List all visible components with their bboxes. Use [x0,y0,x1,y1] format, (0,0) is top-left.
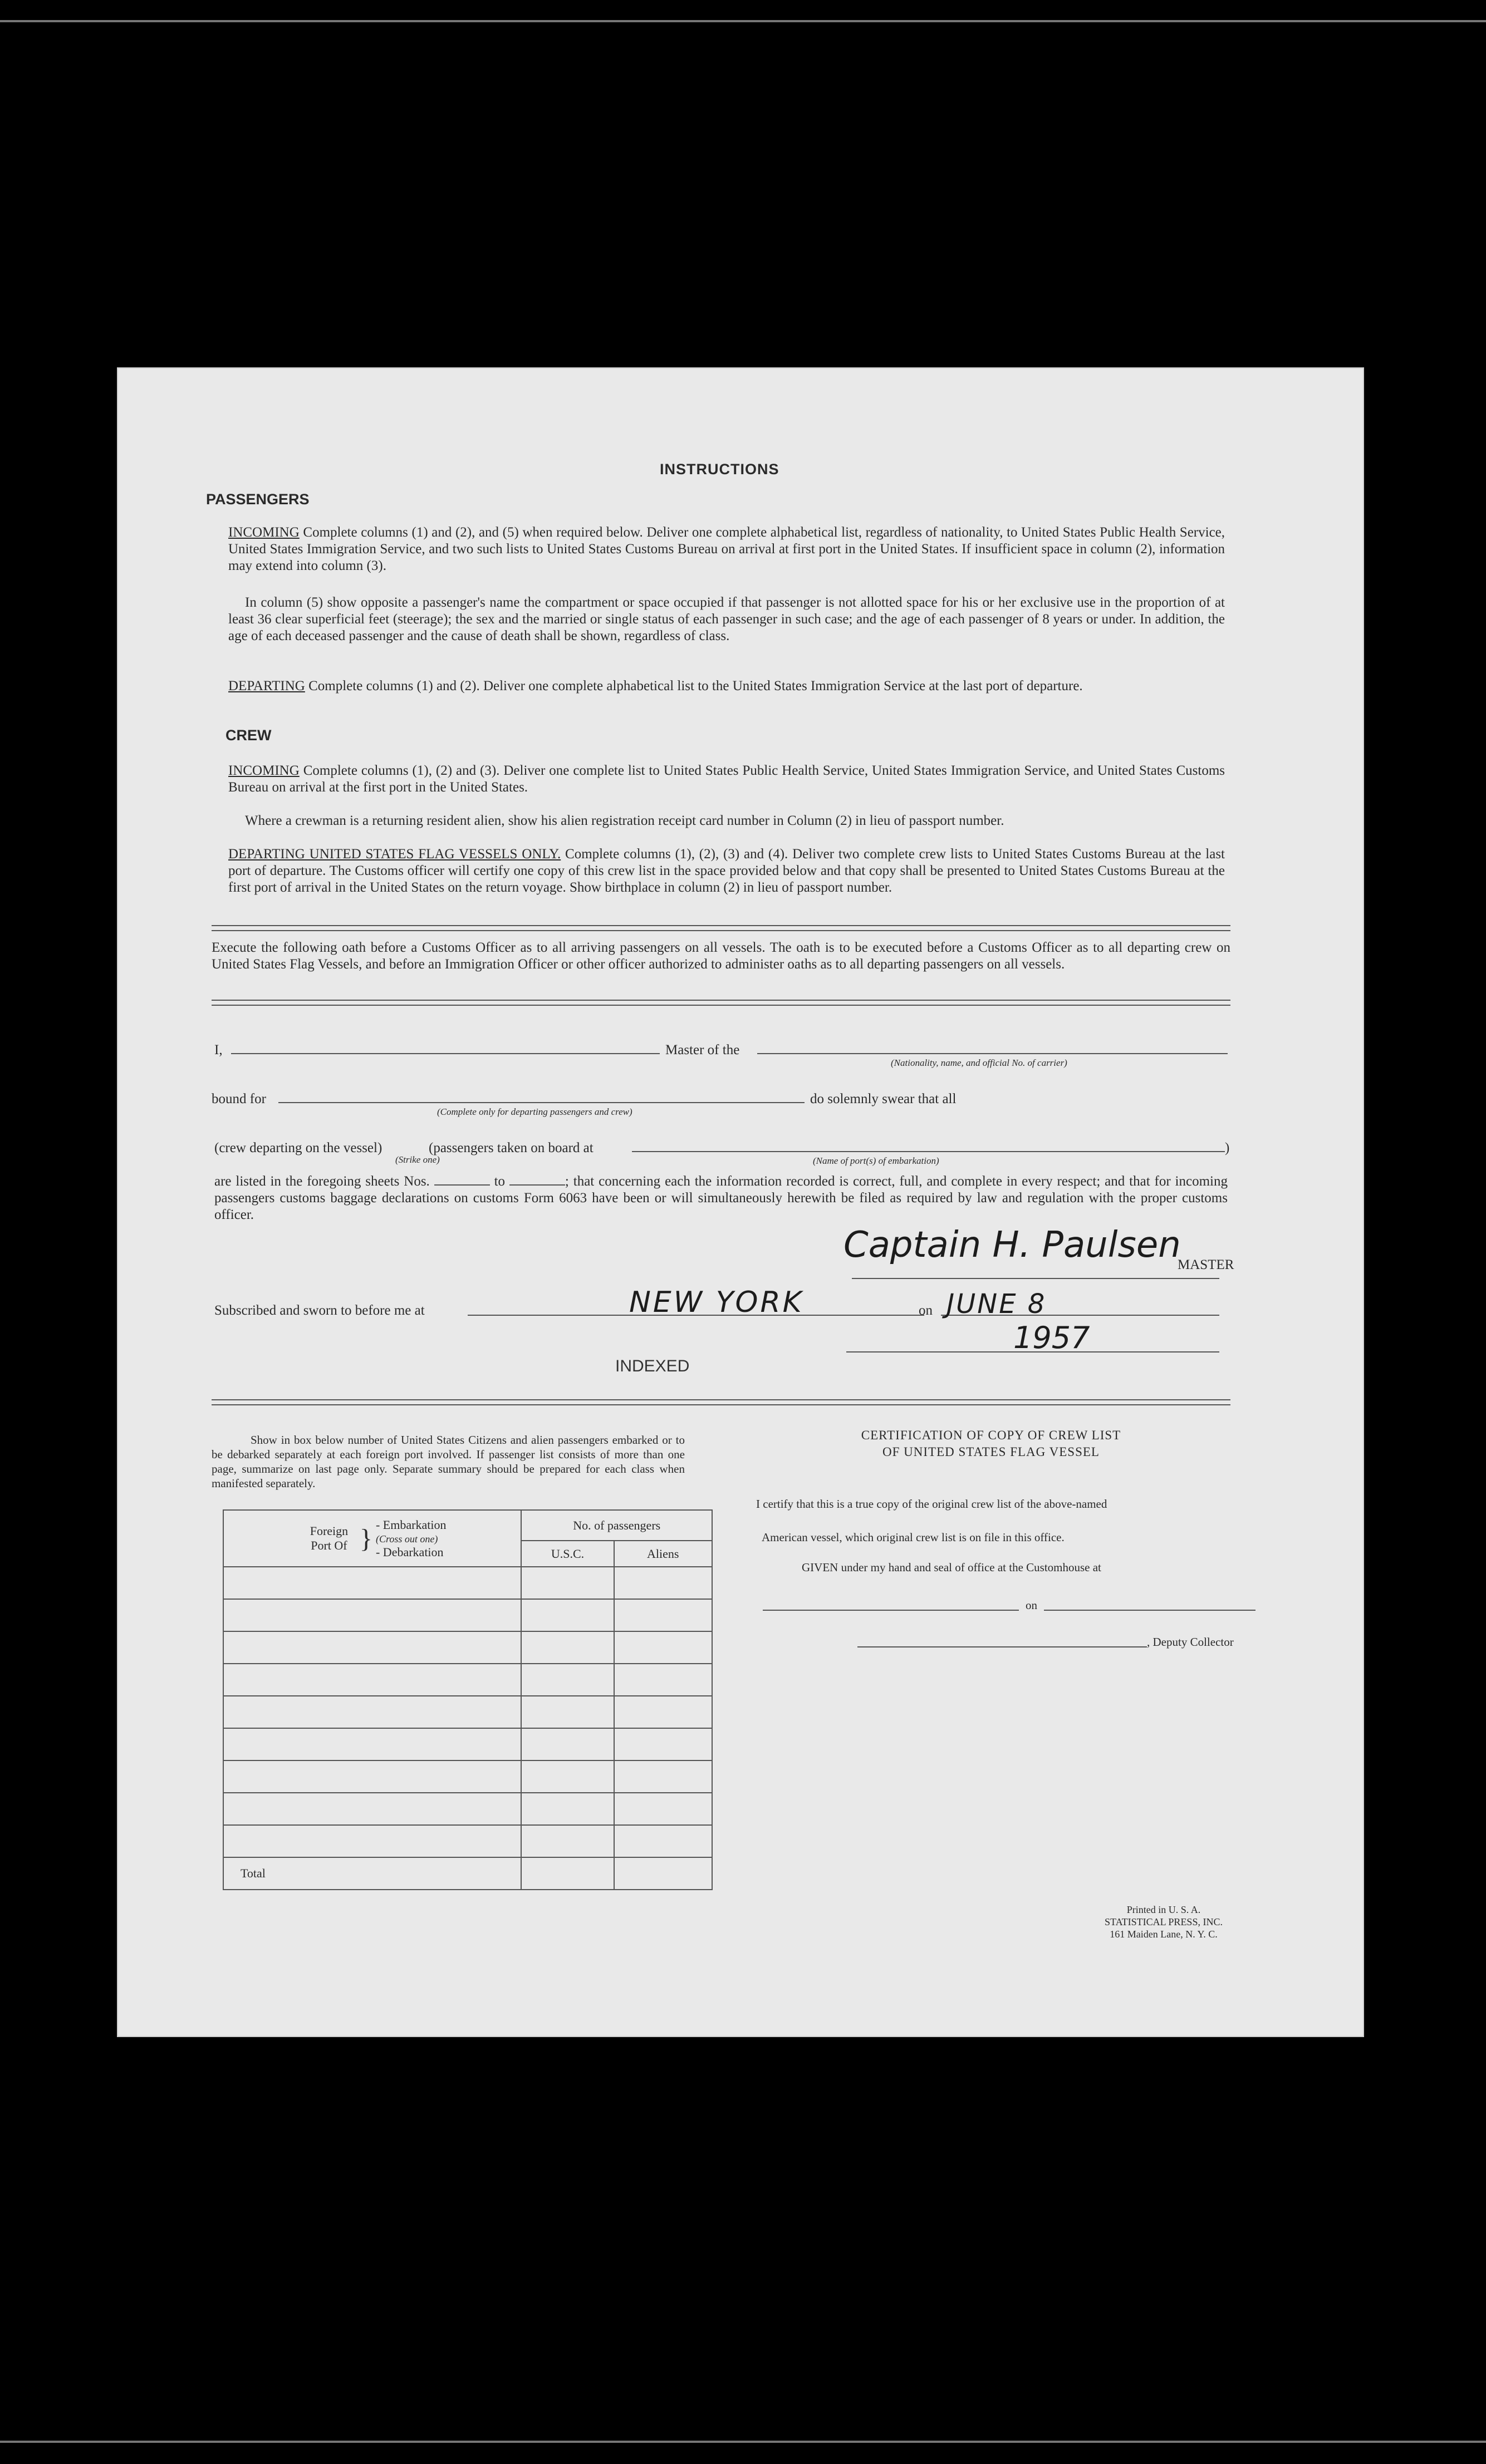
crew-departing-option: (crew departing on the vessel) [214,1140,382,1155]
total-usc-cell[interactable] [521,1857,614,1890]
no-of-passengers-header: No. of passengers [521,1510,712,1541]
table-cell[interactable] [223,1825,521,1857]
indexed-stamp: INDEXED [615,1357,690,1375]
table-cell[interactable] [223,1760,521,1793]
passengers-incoming-paragraph [228,524,1225,574]
ports-caption: (Name of port(s) of embarkation) [813,1155,939,1166]
table-cell[interactable] [521,1567,614,1599]
cross-out-caption: (Cross out one) [375,1533,438,1545]
certify-text: I certify that this is a true copy of the original crew list of the above-named [756,1497,1107,1511]
passengers-heading: PASSENGERS [206,491,310,508]
debarkation-label: - Debarkation [375,1545,444,1559]
strike-one-caption: (Strike one) [395,1154,440,1165]
table-cell[interactable] [614,1599,712,1631]
table-cell[interactable] [521,1599,614,1631]
close-paren: ) [1225,1140,1230,1155]
complete-only-caption: (Complete only for departing passengers and crew) [437,1106,632,1117]
table-cell[interactable] [614,1664,712,1696]
table-cell[interactable] [614,1760,712,1793]
crew-departing-text: Complete columns (1), (2), (3) and (4). Deliver two complete crew lists to United States Customs Bureau at the last port of departure. The Customs officer will certify one copy of this crew list in the space provided below and that copy shall be presented to United States Customs Bureau at the first port of arrival in the United States on the return voyage. Show birthplace in column (2) in lieu of passport number. [228,847,1225,895]
certification-title [807,1427,1175,1460]
table-row [223,1728,712,1760]
table-cell[interactable] [614,1793,712,1825]
handwritten-place: NEW YORK [629,1286,804,1319]
passengers-column5-paragraph: In column (5) show opposite a passenger's name the compartment or space occupied if that passenger is not allotted space for his or her exclusive use in the proportion of at least 36 clear superficial feet (steerage); the sex and the married or single status of each passenger in such case; and the age of each passenger of 8 years or under. In addition, the age of each deceased passenger and the cause of death shall be shown, regardless of class. [228,595,1225,643]
oath-intro: Execute the following oath before a Customs Officer as to all arriving passengers on all vessels. The oath is to be executed before a Customs Officer as to all departing crew on United States Flag Vessels, and before an Immigration Officer or other officer authorized to administer oaths as to all departing passengers on all vessels. [212,940,1230,972]
passengers-departing-paragraph [228,678,1225,695]
table-cell[interactable] [223,1631,521,1664]
summary-instructions: Show in box below number of United States Citizens and alien passengers embarked or to be debarked separately at each foreign port involved. If passenger list consists of more than one page, summarize on last page only. Separate summary should be prepared for each class when manifested separately. [212,1433,685,1490]
passengers-departing-text: Complete columns (1) and (2). Deliver one complete alphabetical list to the United States Immigration Service at the last port of departure. [308,678,1083,694]
oath-body [214,1173,1228,1223]
table-cell[interactable] [614,1631,712,1664]
table-row [223,1631,712,1664]
certification-title-line1: CERTIFICATION OF COPY OF CREW LIST [861,1428,1121,1442]
nationality-caption: (Nationality, name, and official No. of carrier) [891,1058,1067,1068]
crew-departing-paragraph [228,846,1225,896]
total-aliens-cell[interactable] [614,1857,712,1890]
certification-title-line2: OF UNITED STATES FLAG VESSEL [882,1445,1100,1459]
vessel-text: American vessel, which original crew list is on file in this office. [762,1531,1065,1544]
table-cell[interactable] [223,1793,521,1825]
table-cell[interactable] [614,1728,712,1760]
sheet-to-field[interactable] [509,1184,565,1186]
table-cell[interactable] [223,1696,521,1728]
printer-line3: 161 Maiden Lane, N. Y. C. [1110,1929,1218,1940]
master-name-field[interactable] [231,1053,660,1054]
table-cell[interactable] [223,1664,521,1696]
passenger-summary-table [223,1509,713,1890]
table-cell[interactable] [223,1728,521,1760]
table-cell[interactable] [521,1631,614,1664]
crew-incoming-label: INCOMING [228,763,300,778]
table-cell[interactable] [521,1728,614,1760]
passengers-taken-option: (passengers taken on board at [429,1140,594,1155]
listed-text: are listed in the foregoing sheets Nos. [214,1174,430,1189]
swear-text: do solemnly swear that all [810,1091,957,1106]
deputy-collector-label: , Deputy Collector [1147,1635,1234,1649]
subscribed-label: Subscribed and sworn to before me at [214,1303,425,1318]
bound-for-field[interactable] [278,1102,805,1103]
brace-glyph: } [359,1523,372,1553]
usc-header: U.S.C. [521,1541,614,1567]
table-cell[interactable] [521,1825,614,1857]
master-of-label: Master of the [665,1042,740,1058]
crew-heading: CREW [225,727,272,744]
total-label: Total [223,1857,521,1890]
given-text: GIVEN under my hand and seal of office at the Customhouse at [802,1561,1101,1574]
deputy-collector-field[interactable] [857,1646,1147,1647]
scan-edge-bottom [0,2441,1486,2443]
table-row [223,1599,712,1631]
crew-incoming-paragraph [228,763,1225,796]
master-signature: Captain H. Paulsen [843,1224,1181,1266]
to-label: to [494,1174,506,1189]
table-row [223,1760,712,1793]
scan-edge-top [0,20,1486,22]
table-cell[interactable] [614,1567,712,1599]
cert-date-field[interactable] [1044,1610,1256,1611]
form-sheet [117,367,1364,2037]
carrier-field[interactable] [757,1053,1228,1054]
sheet-from-field[interactable] [434,1184,490,1186]
passengers-incoming-text: Complete columns (1) and (2), and (5) when required below. Deliver one complete alphabetical list, regardless of nationality, to United States Public Health Service, United States Immigration Service, and two such lists to United States Customs Bureau on arrival at first port in the United States. If insufficient space in column (2), information may extend into column (3). [228,525,1225,573]
passengers-incoming-label: INCOMING [228,525,300,540]
crew-incoming-text: Complete columns (1), (2) and (3). Deliver one complete list to United States Public Health Service, United States Immigration Service, and United States Customs Bureau on arrival at the first port in the United States. [228,763,1225,795]
table-cell[interactable] [521,1664,614,1696]
concerning-text: ; that concerning each the information recorded is correct, full, and complete in every respect; and that for incoming passengers customs baggage declarations on customs Form 6063 have been or will simultaneously herewith be filed as required by law and regulation with the proper customs officer. [214,1174,1228,1222]
passengers-departing-label: DEPARTING [228,678,305,694]
port-header-cell [223,1510,521,1567]
table-row [223,1825,712,1857]
table-row [223,1567,712,1599]
crew-departing-label: DEPARTING UNITED STATES FLAG VESSELS ONLY. [228,847,561,862]
foreign-port-of-label: Foreign Port Of [310,1524,349,1552]
master-signature-line[interactable] [852,1278,1219,1279]
table-cell[interactable] [521,1760,614,1793]
table-cell[interactable] [614,1696,712,1728]
instructions-title: INSTRUCTIONS [660,461,779,478]
table-cell[interactable] [521,1696,614,1728]
total-row [223,1857,712,1890]
cert-on-label: on [1026,1599,1037,1612]
table-cell[interactable] [521,1793,614,1825]
divider-3 [212,1399,1230,1405]
handwritten-date: JUNE 8 [946,1288,1047,1320]
divider-1 [212,925,1230,931]
divider-2 [212,1000,1230,1006]
table-cell[interactable] [223,1599,521,1631]
table-cell[interactable] [223,1567,521,1599]
handwritten-year: 1957 [1013,1320,1090,1355]
table-cell[interactable] [614,1825,712,1857]
table-row [223,1696,712,1728]
master-label: MASTER [1178,1257,1234,1272]
customhouse-field[interactable] [763,1610,1019,1611]
embark-debark-labels [376,1518,446,1559]
table-row [223,1793,712,1825]
printer-line2: STATISTICAL PRESS, INC. [1105,1916,1223,1927]
printer-imprint [1075,1904,1253,1940]
table-row [223,1664,712,1696]
printer-line1: Printed in U. S. A. [1126,1904,1201,1915]
embarkation-ports-field[interactable] [632,1151,1225,1152]
crew-resident-paragraph: Where a crewman is a returning resident alien, show his alien registration receipt card number in Column (2) in lieu of passport number. [245,813,1004,828]
aliens-header: Aliens [614,1541,712,1567]
on-label: on [919,1303,933,1318]
sworn-officer-line[interactable] [846,1351,1219,1353]
embarkation-label: - Embarkation [375,1517,447,1532]
bound-for-label: bound for [212,1091,266,1106]
oath-i-label: I, [214,1042,223,1058]
